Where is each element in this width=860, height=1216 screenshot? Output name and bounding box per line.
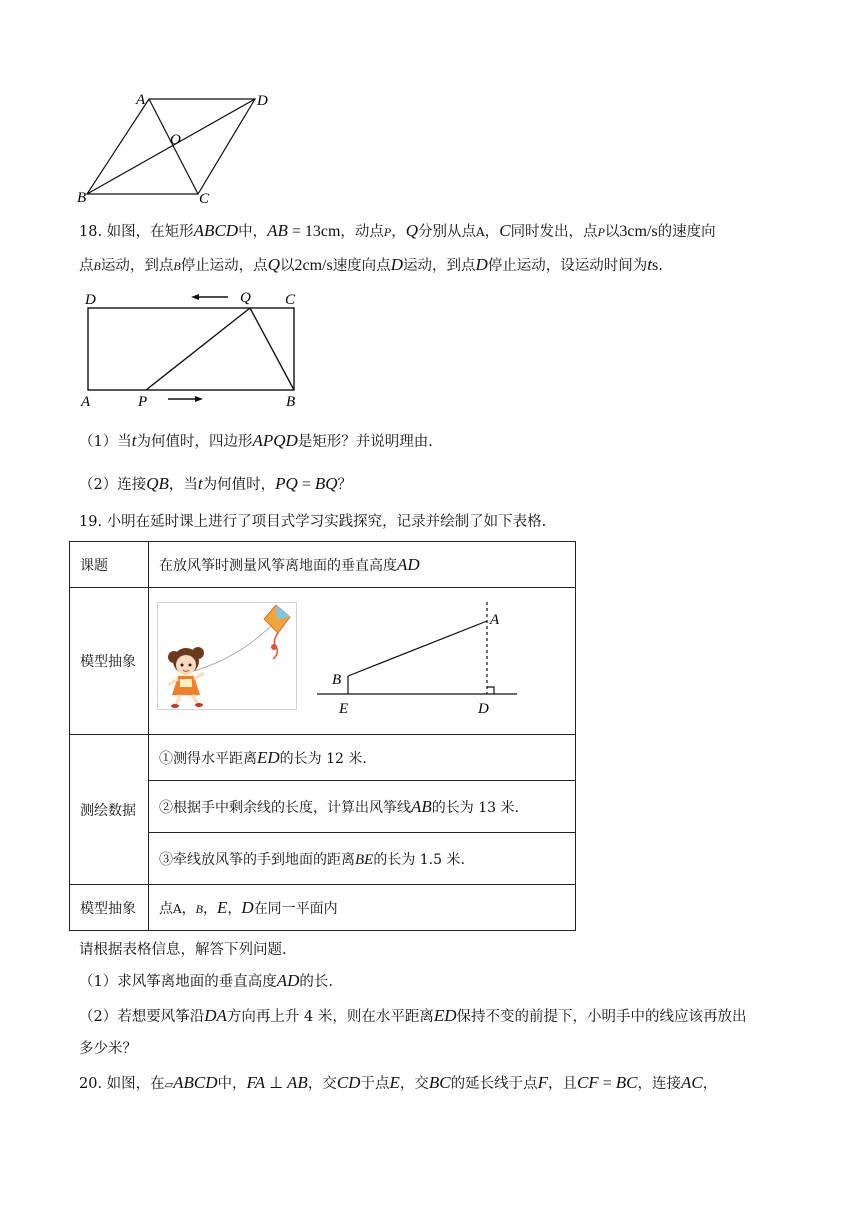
- segment-qb: [250, 308, 294, 390]
- q18-sub1: （1）当t为何值时，四边形APQD是矩形？并说明理由.: [79, 431, 433, 450]
- q18-line1: 18. 如图，在矩形ABCD中，AB = 13cm，动点P，Q分别从点A，C同时发出，点P以3cm/s的速度向: [79, 221, 716, 240]
- label-o: O: [170, 132, 181, 148]
- rect-label-a: A: [81, 394, 91, 410]
- data-item-1: ①测得水平距离ED的长为 12 米.: [149, 735, 576, 781]
- kite-illustration: [157, 602, 297, 710]
- rect-label-q: Q: [240, 290, 251, 306]
- table-row: [70, 885, 576, 931]
- label-c: C: [199, 191, 210, 206]
- data-item-2: ②根据手中剩余线的长度，计算出风筝线AB的长为 13 米.: [149, 781, 576, 833]
- q19-sub2-line1: （2）若想要风筝沿DA方向再上升 4 米，则在水平距离ED保持不变的前提下，小明手中的线应该再放出: [79, 1006, 747, 1025]
- q19-sub2-line2: 多少米？: [79, 1041, 137, 1057]
- q18-line2: 点B运动，到点B停止运动，点Q以2cm/s速度向点D运动，到点D停止运动，设运动时间为ts.: [79, 255, 663, 274]
- table-row: [70, 542, 576, 588]
- row-content-plane: 点A，B，E，D在同一平面内: [149, 885, 576, 931]
- label-a: A: [136, 92, 146, 108]
- q19-sub1: （1）求风筝离地面的垂直高度AD的长.: [79, 971, 334, 990]
- data-item-3: ③牵线放风筝的手到地面的距离BE的长为 1.5 米.: [149, 833, 576, 885]
- row-label-model-2: 模型抽象: [70, 885, 149, 931]
- q19-intro: 19. 小明在延时课上进行了项目式学习实践探究，记录并绘制了如下表格.: [79, 514, 547, 530]
- segment-pq: [146, 308, 250, 390]
- rect-label-d: D: [85, 292, 96, 308]
- row-label-model: 模型抽象: [70, 588, 149, 735]
- q19-after: 请根据表格信息，解答下列问题.: [79, 942, 287, 958]
- q20-line1: 20. 如图，在▱ABCD中，FA ⊥ AB，交CD于点E，交BC的延长线于点F，且CF = BC，连接AC，: [79, 1073, 718, 1092]
- right-angle-mark: [487, 687, 494, 694]
- rect-label-b: B: [286, 394, 296, 410]
- diag-label-d: D: [478, 701, 489, 717]
- arrow-p-head: [195, 396, 203, 402]
- table-row: [70, 735, 576, 781]
- kite-geometry-diagram: [315, 598, 525, 722]
- row-content-topic: 在放风筝时测量风筝离地面的垂直高度AD: [149, 542, 576, 588]
- row-label-topic: 课题: [70, 542, 149, 588]
- kite-string-ab: [348, 621, 487, 676]
- q18-sub2: （2）连接QB，当t为何值时，PQ = BQ？: [79, 474, 353, 493]
- rect-label-c: C: [285, 292, 296, 308]
- diag-label-a: A: [490, 612, 500, 628]
- label-b: B: [77, 190, 87, 206]
- girl-kite-image: [158, 603, 296, 709]
- label-d: D: [257, 93, 268, 109]
- parallelogram-figure: [70, 86, 290, 206]
- diag-label-e: E: [339, 701, 349, 717]
- row-label-data: 测绘数据: [70, 735, 149, 885]
- arrow-q-head: [191, 294, 199, 300]
- rect-label-p: P: [138, 394, 148, 410]
- rectangle-figure: [78, 286, 308, 412]
- diag-label-b: B: [332, 672, 342, 688]
- rectangle-abcd: [88, 308, 294, 390]
